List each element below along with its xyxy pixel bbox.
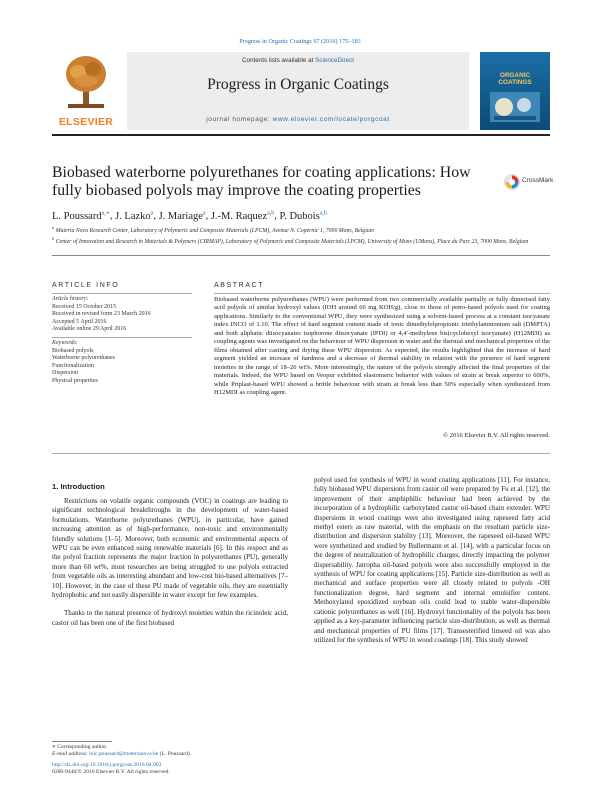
article-info-rule <box>52 293 192 294</box>
issn-line: 0300-9440/© 2016 Elsevier B.V. All rights reserved. <box>52 769 170 776</box>
keyword-item: Physical properties <box>52 377 98 384</box>
journal-homepage <box>127 116 469 123</box>
corresponding-author-note: ∗ Corresponding author. <box>52 744 108 750</box>
author[interactable]: J.-M. Raquez$^{a,b}$ <box>210 210 275 222</box>
abstract-divider <box>52 453 550 454</box>
keyword-item: Biobased polyols <box>52 347 94 354</box>
journal-cover-thumbnail[interactable] <box>480 52 550 130</box>
elsevier-wordmark: ELSEVIER <box>58 116 114 128</box>
crossmark-badge[interactable] <box>504 172 554 194</box>
body-paragraph: Restrictions on volatile organic compounds (VOC) in coatings are leading to significant technological breakthroughs in the development of water-based formulations. Waterborne polyurethanes (WPU), in particular, have gained increasing attention as of high-performance, non-toxic and environmentally friendly solutions [1–5]. Moreover, both economic and environmental aspects of WPU can be even enhanced using renewable materials [6]. In this respect and as the polyol fraction represents the major fraction in polyurethanes (PU), generally more than 60 wt%, most researches are being struggled to use polyols extracted from vegetable oils as interesting abundant and low-cost bio-based alternatives [7–10]. However, in the case of these PU made of vegetable oils, they are essentially hydrophobic and not easily dispersible in water except for few examples. <box>52 497 288 600</box>
author[interactable]: J. Mariage$^a$ <box>158 210 206 222</box>
article-title: Biobased waterborne polyurethanes for coating applications: How fully biobased polyols may improve the coating properties <box>52 164 471 199</box>
author-list: L. Poussard$^{a,∗}$, J. Lazko$^a$, J. Mariage$^a$, J.-M. Raquez$^{a,b}$, P. Dubois$^{a,b}$ <box>52 210 327 222</box>
homepage-link[interactable]: www.elsevier.com/locate/porgcoat <box>272 116 390 123</box>
crossmark-icon <box>504 174 520 190</box>
affiliations <box>52 224 550 246</box>
footnote-rule <box>52 741 112 742</box>
abstract-copyright: © 2016 Elsevier B.V. All rights reserved. <box>443 432 550 439</box>
email-suffix: (L. Poussard). <box>158 751 192 758</box>
history-label: Article history: <box>52 296 89 302</box>
sciencedirect-link[interactable]: ScienceDirect <box>315 57 354 64</box>
body-column-right <box>314 476 550 645</box>
email-label: E-mail address: <box>52 751 90 758</box>
keyword-item: Waterborne polyurethanes <box>52 355 115 361</box>
history-item: Received 15 October 2015 <box>52 303 117 310</box>
contents-prefix: Contents lists available at <box>241 57 316 64</box>
keyword-item: Dispersion <box>52 370 78 376</box>
homepage-label: journal homepage: <box>206 116 273 123</box>
journal-masthead <box>52 52 550 130</box>
keywords-rule <box>52 337 192 338</box>
article-history <box>52 296 192 334</box>
affiliation-item: $^a$ Materia Nova Research Center, Laboratory of Polymeric and Composite Materials (LPCM), Avenue N. Copernic 1, 7000 Mons, Belgium <box>52 225 374 234</box>
keywords-label: Keywords: <box>52 340 78 346</box>
body-column-left <box>52 497 288 628</box>
journal-title: Progress in Organic Coatings <box>207 76 389 93</box>
masthead-rule <box>52 134 550 136</box>
header-divider <box>52 255 550 256</box>
contents-line <box>127 57 469 64</box>
keyword-item: Functionalization <box>52 362 94 369</box>
history-item: Available online 29 April 2016 <box>52 326 127 332</box>
section-heading-introduction: 1. Introduction <box>52 482 105 491</box>
abstract-rule <box>214 293 550 294</box>
abstract-text: Biobased waterborne polyurethanes (WPU) were performed from two commercially available partially or fully dimerised fatty acid polyols of similar hydroxyl values (IOH around 60 mg KOH/g), close to those of petro-based polyols used for coating applications. Similarly to the conventional WPU, they were synthesized using a solvent-based process at a constant isocyanate index INCO of 1.10. The effect of hard segment content made of ionic dimethylolpropionic triethylammonium salt (DMPTA) and both aliphatic diisocyanates isophorone diisocyanate (IPDI) or 4,4′-methylene bis(cyclohexyl isocyanate) (H12MDI) as coupling agents was investigated on the behaviour of WPU dispersion in water and the thermal and mechanical properties of the films obtained after casting and drying these WPU dispersion. As expected, the results highlighted that the increase of hard segment yielded an increase of hardness and a decrease of thermal stability in relation with the presence of hard segment moieties in the range of 18–26 wt%. More interestingly, the nature of the polyols strongly affected the final properties of the materials. Indeed, the WPU based on Veopur exhibited elastomeric behavior with values of strain at break superior to 600%, while Priplast-based WPU showed a brittle behaviour with strain at break less than 50% especially when synthesized from H12MDI as coupling agent. <box>214 296 550 396</box>
elsevier-logo[interactable] <box>52 54 120 128</box>
email-link[interactable]: loic.poussard@materianova.be <box>89 751 159 758</box>
email-line <box>52 751 288 758</box>
author[interactable]: P. Dubois$^{a,b}$ <box>279 210 327 222</box>
journal-citation[interactable]: Progress in Organic Coatings 97 (2016) 175–183 <box>239 38 361 45</box>
history-item: Received in revised form 23 March 2016 <box>52 311 151 317</box>
masthead-band <box>127 52 469 130</box>
article-info-heading: ARTICLE INFO <box>52 282 120 289</box>
crossmark-label: CrossMark <box>522 177 554 184</box>
affiliation-item: $^b$ Center of Innovation and Research in Materials & Polymers (CIRMAP), Laboratory of Polymeric and Composite Materials (LPCM), University of Mons (UMons), Place du Parc 23, 7000 Mons, Belgium <box>52 235 529 245</box>
cover-title-line2: COATINGS <box>498 79 532 86</box>
footnote <box>52 744 288 759</box>
author[interactable]: J. Lazko$^a$ <box>115 210 154 222</box>
abstract-heading: ABSTRACT <box>214 282 265 289</box>
cover-title <box>480 72 550 86</box>
body-paragraph: Thanks to the natural presence of hydroxyl moieties within the ricinoleic acid, castor oil has been one of the first biobased <box>52 609 288 627</box>
cover-title-line1: ORGANIC <box>499 72 531 79</box>
doi-link[interactable]: http://dx.doi.org/10.1016/j.porgcoat.2016.04.003 <box>52 762 162 768</box>
doi-block <box>52 762 288 777</box>
elsevier-tree-icon <box>62 54 110 110</box>
keywords <box>52 340 192 385</box>
author[interactable]: L. Poussard$^{a,∗}$ <box>52 210 110 222</box>
body-paragraph: polyol used for synthesis of WPU in wood coating applications [11]. For instance, fully biobased WPU dispersions from castor oil were prepared by Fu et al. [12], the improvement of their amphiphilic behaviour had been achieved by the incorporation of a hydrophilic carboxylated castor oil-based chain extender. WPU dispersions in wood coatings were also investigated using rapeseed fatty acid methyl esters as raw material, with the emphasis on the resultant particle size-distribution and dispersion stability [13]. Moreover, the rapeseed oil-based WPU were synthetized and studied by Bullermann et al. [14], with a particular focus on the degree of neutralization of hydrophilic charges, directly impacting the polymer dispersability. Jatropha oil-based polyols were also successfully employed in the synthesis of WPU for coating applications [15]. Particle size-distribution as well as mechanical and surface properties were all closely related to polyols -OH functionalization degree, hard segment and internal emulsifier content. Methoxylated epoxidized soybean oils could lead to stable water-dispersible cationic polyurethanes as well [16]. Hydroxyl functionality of the polyols has been applied as a key-parameter influencing particle size-distribution, as well as thermal and mechanical properties of PU films [17]. Transesterified linseed oil was also utilized for the synthesis of WPU in wood coatings [18]. This study showed <box>314 476 550 644</box>
history-item: Accepted 5 April 2016 <box>52 318 107 325</box>
cover-art-image <box>490 92 540 122</box>
